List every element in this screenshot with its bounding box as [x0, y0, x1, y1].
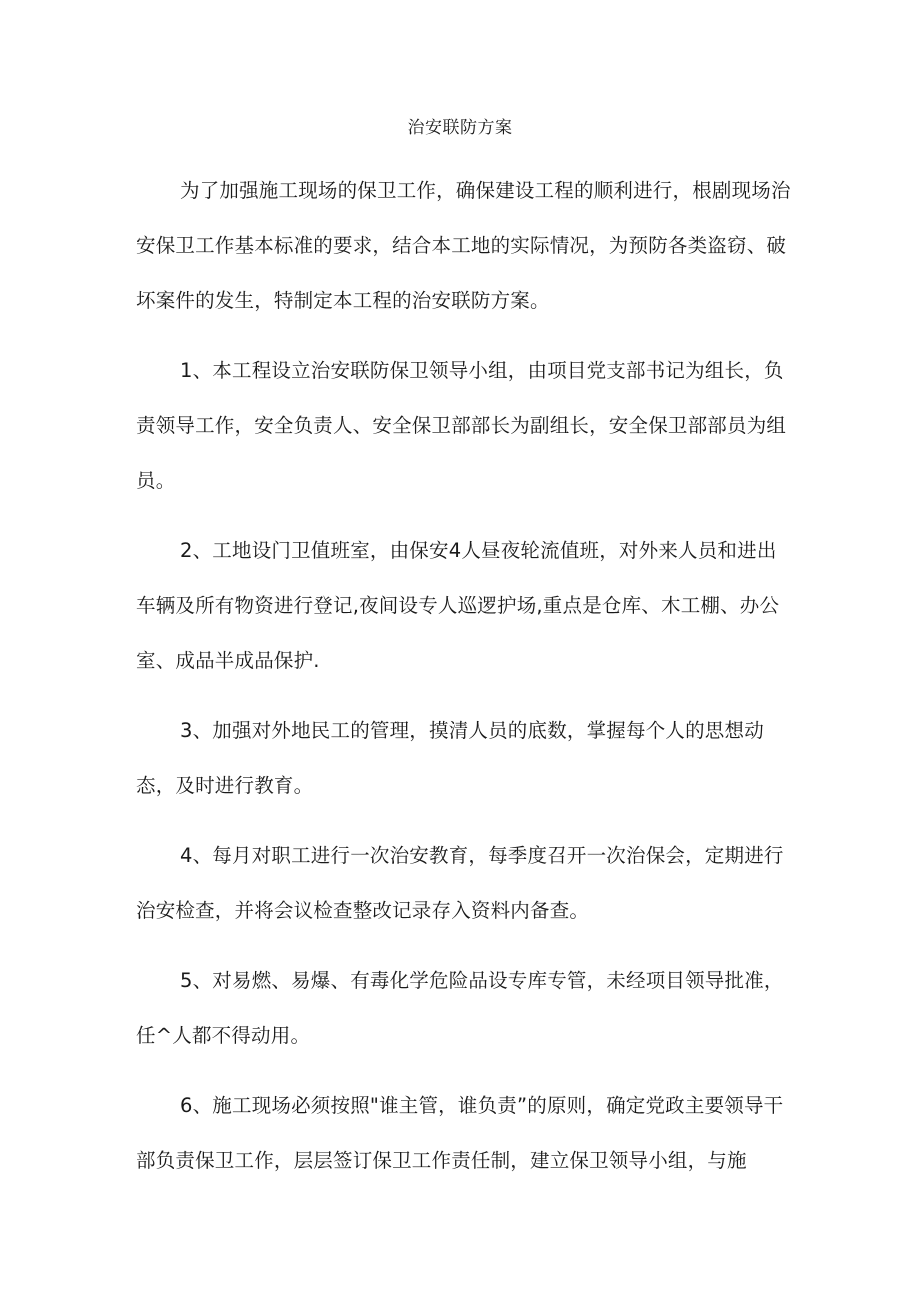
paragraph-item-3: 3、加强对外地民工的管理，摸清人员的底数，掌握每个人的思想动态，及时进行教育。 [136, 719, 764, 797]
paragraph-item-6: 6、施工现场必须按照"谁主管，谁负责”的原则，确定党政主要领导干部负责保卫工作，层层签订保卫工作责任制，建立保卫领导小组，与施 [136, 1094, 784, 1172]
paragraph-intro: 为了加强施工现场的保卫工作，确保建设工程的顺利进行，根剧现场治安保卫工作基本标准的要求，结合本工地的实际情况，为预防各类盗窃、破坏案件的发生，特制定本工程的治安联防方案。 [136, 179, 791, 312]
paragraph-item-1: 1、本工程设立治安联防保卫领导小组，由项目党支部书记为组长，负责领导工作，安全负责人、安全保卫部部长为副组长，安全保卫部部员为组员。 [136, 359, 787, 492]
document-body [136, 163, 796, 1203]
paragraph-item-2: 2、工地设门卫值班室，由保安4人昼夜轮流值班，对外来人员和进出车辆及所有物资进行登记,夜间设专人巡逻护场,重点是仓库、木工棚、办公室、成品半成品保护. [136, 539, 780, 672]
paragraph-item-4: 4、每月对职工进行一次治安教育，每季度召开一次治保会，定期进行治安检查，并将会议检查整改记录存入资料内备查。 [136, 844, 784, 922]
paragraph-item-5: 5、对易燃、易爆、有毒化学危险品设专库专管，未经项目领导批准，任^人都不得动用。 [136, 969, 784, 1047]
document-title: 治安联防方案 [407, 118, 513, 138]
